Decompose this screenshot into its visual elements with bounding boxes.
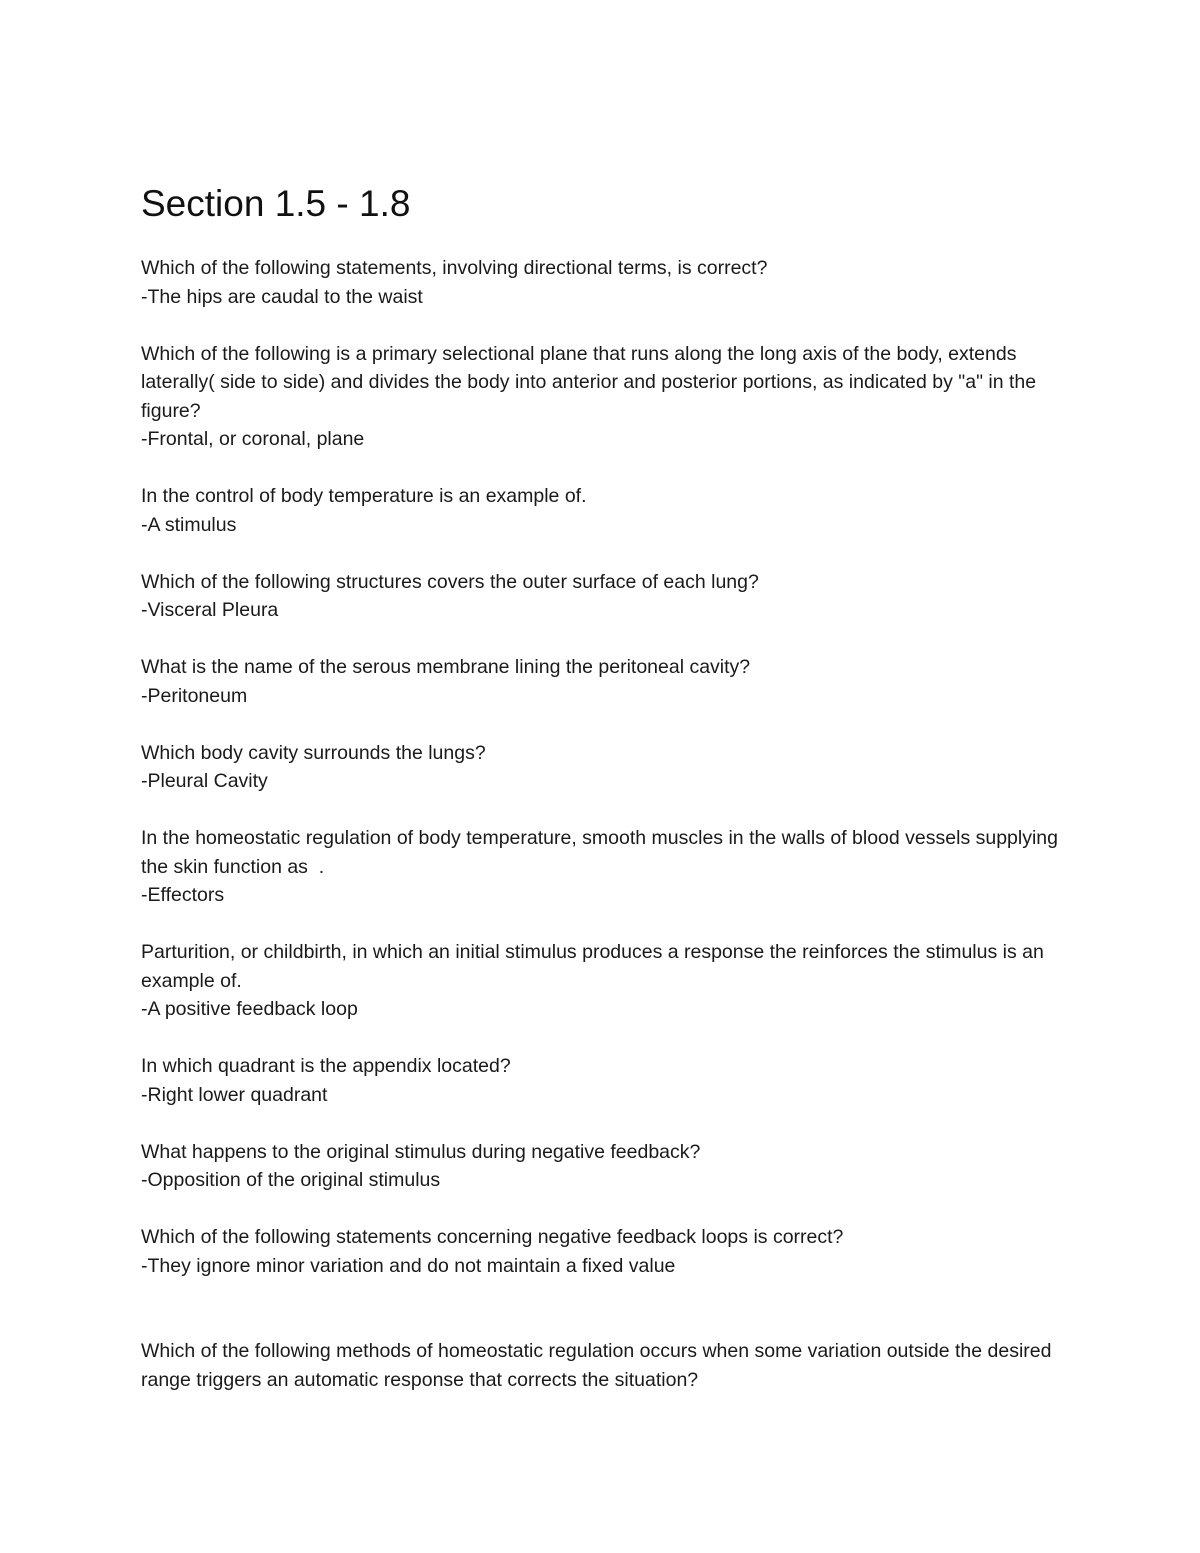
- answer-text: -A positive feedback loop: [141, 998, 358, 1020]
- answer-text: -Opposition of the original stimulus: [141, 1169, 441, 1191]
- qa-item: [141, 1223, 1081, 1280]
- answer-text: -The hips are caudal to the waist: [141, 285, 423, 308]
- qa-item: [141, 1052, 1081, 1109]
- qa-item: [141, 254, 1081, 311]
- answer-text: -A stimulus: [141, 513, 237, 536]
- qa-item: [141, 824, 1081, 910]
- answer-text: -They ignore minor variation and do not maintain a fixed value: [141, 1254, 676, 1277]
- question-text: In the control of body temperature is an example of.: [141, 485, 587, 507]
- question-text: Which of the following statements, involving directional terms, is correct?: [141, 257, 768, 279]
- question-text: What is the name of the serous membrane lining the peritoneal cavity?: [141, 656, 751, 678]
- qa-item: [141, 739, 1081, 796]
- question-text: Parturition, or childbirth, in which an initial stimulus produces a response the reinforces the stimulus is an example of.: [141, 941, 1050, 992]
- question-text: In which quadrant is the appendix located?: [141, 1055, 511, 1077]
- answer-text: -Pleural Cavity: [141, 770, 268, 792]
- answer-text: -Effectors: [141, 884, 225, 906]
- answer-text: -Frontal, or coronal, plane: [141, 428, 365, 450]
- question-text: What happens to the original stimulus during negative feedback?: [141, 1140, 701, 1163]
- question-text: Which body cavity surrounds the lungs?: [141, 741, 486, 764]
- question-text: Which of the following methods of homeostatic regulation occurs when some variation outside the desired range triggers an automatic response that corrects the situation?: [141, 1340, 1057, 1391]
- question-text: In the homeostatic regulation of body temperature, smooth muscles in the walls of blood vessels supplying the skin function as .: [141, 827, 1064, 878]
- document-page: [141, 180, 1081, 1423]
- qa-item: [141, 340, 1081, 454]
- qa-item: [141, 1337, 1081, 1394]
- question-text: Which of the following statements concerning negative feedback loops is correct?: [141, 1226, 844, 1248]
- qa-item: [141, 568, 1081, 625]
- qa-item: [141, 1138, 1081, 1195]
- question-text: Which of the following structures covers the outer surface of each lung?: [141, 570, 759, 593]
- question-text: Which of the following is a primary selectional plane that runs along the long axis of the body, extends laterally( side to side) and divides the body into anterior and posterior portions, as indicated by "a" in the figure?: [141, 342, 1042, 422]
- answer-text: -Visceral Pleura: [141, 599, 279, 621]
- qa-item: [141, 938, 1081, 1024]
- answer-text: -Peritoneum: [141, 684, 248, 707]
- qa-item: [141, 482, 1081, 539]
- qa-item: [141, 653, 1081, 710]
- answer-text: -Right lower quadrant: [141, 1083, 328, 1106]
- page-title: Section 1.5 - 1.8: [141, 183, 411, 224]
